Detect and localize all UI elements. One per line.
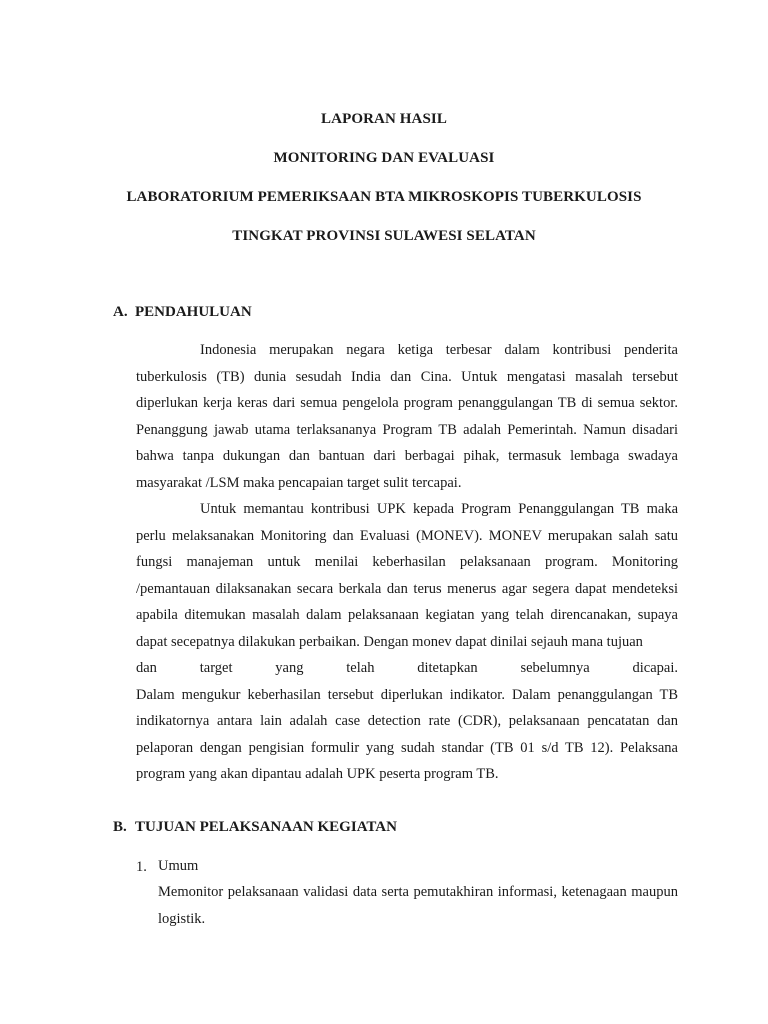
- section-a-paragraph-2: [136, 496, 678, 788]
- section-a-title: PENDAHULUAN: [135, 304, 252, 320]
- report-title-line-1: LAPORAN HASIL: [321, 111, 447, 127]
- report-title-line-3: LABORATORIUM PEMERIKSAAN BTA MIKROSKOPIS TUBERKULOSIS: [126, 189, 642, 205]
- section-b-heading: [113, 819, 397, 836]
- section-a-paragraph-2-text-a: Untuk memantau kontribusi UPK kepada Program Penanggulangan TB maka perlu melaksanakan Monitoring dan Evaluasi (MONEV). MONEV merupakan salah satu fungsi manajeman untuk menilai keberhasilan pelaksanaan program. Monitoring /pemantauan dilaksanakan secara berkala dan terus menerus agar segera dapat mendeteksi apabila ditemukan masalah dalam pelaksanaan kegiatan yang telah direncanakan, supaya dapat secepatnya dilakukan perbaikan. Dengan monev dapat dinilai sejauh mana tujuan: [136, 501, 678, 650]
- section-b-letter: B.: [113, 819, 127, 835]
- section-a-paragraph-1: [136, 337, 678, 496]
- objective-item-text: Memonitor pelaksanaan validasi data serta pemutakhiran informasi, ketenagaan maupun logistik.: [158, 884, 678, 927]
- report-title-line-4: TINGKAT PROVINSI SULAWESI SELATAN: [232, 228, 536, 244]
- section-a-paragraph-2-justified-line: dan target yang telah ditetapkan sebelumnya dicapai.: [136, 660, 678, 676]
- section-a-heading: [113, 304, 252, 321]
- objective-item-title: Umum: [158, 858, 199, 874]
- objective-item-number: 1.: [136, 859, 147, 875]
- section-a-paragraph-2-text-b: Dalam mengukur keberhasilan tersebut diperlukan indikator. Dalam penanggulangan TB indikatornya antara lain adalah case detection rate (CDR), pelaksanaan pencatatan dan pelaporan dengan pengisian formulir yang sudah standar (TB 01 s/d TB 12). Pelaksana program yang akan dipantau adalah UPK peserta program TB.: [136, 686, 678, 782]
- section-a-paragraph-1-text: Indonesia merupakan negara ketiga terbesar dalam kontribusi penderita tuberkulosis (TB) dunia sesudah India dan Cina. Untuk mengatasi masalah tersebut diperlukan kerja keras dari semua pengelola program penanggulangan TB di semua sektor. Penanggung jawab utama terlaksananya Program TB adalah Pemerintah. Namun disadari bahwa tanpa dukungan dan bantuan dari berbagai pihak, termasuk lembaga swadaya masyarakat /LSM maka pencapaian target sulit tercapai.: [136, 342, 678, 491]
- section-a-letter: A.: [113, 304, 128, 320]
- section-b-title: TUJUAN PELAKSANAAN KEGIATAN: [135, 819, 397, 835]
- report-title-line-2: MONITORING DAN EVALUASI: [273, 150, 495, 166]
